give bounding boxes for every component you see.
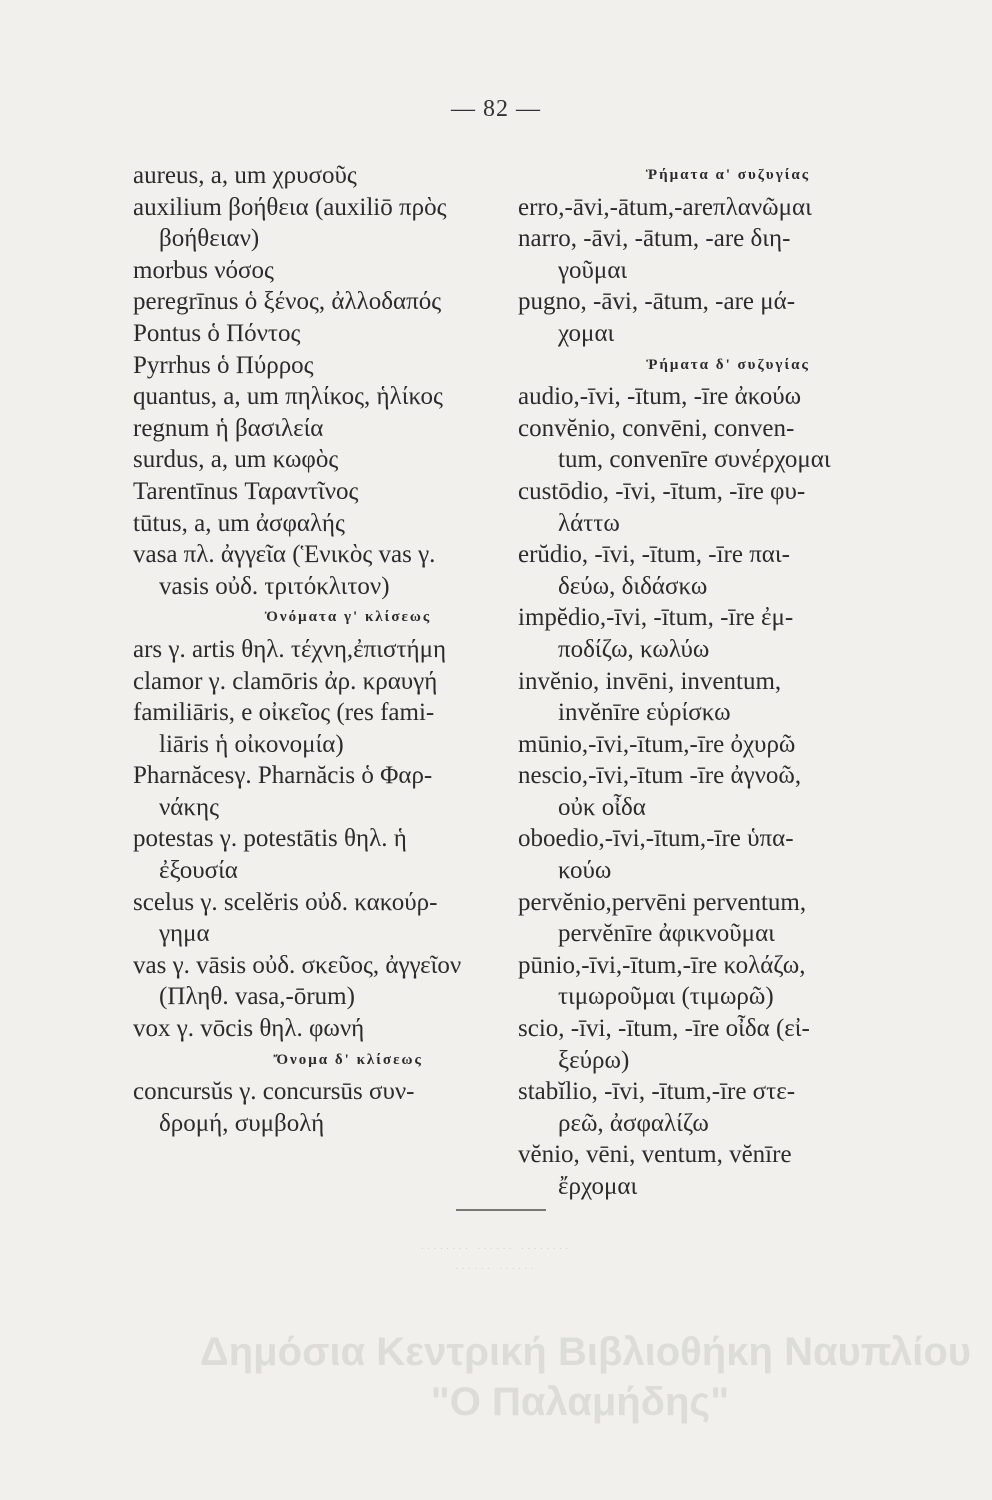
right-entry-line: pervĕnīre ἀφικνοῦμαι — [558, 920, 775, 948]
right-section-heading: Ῥήματα δ' συζυγίας — [646, 356, 810, 373]
right-entry-line: invĕnio, invēni, inventum, — [518, 667, 782, 695]
faint-footer-text: ········ ······ ········ — [420, 1243, 572, 1254]
left-entry-line: Pharnăcesγ. Pharnăcis ὁ Φαρ- — [133, 762, 433, 790]
left-section-heading: Ὀνόματα γ' κλίσεως — [264, 609, 432, 626]
left-section-heading: Ὄνομα δ' κλίσεως — [273, 1051, 423, 1068]
right-entry-line: τιμωροῦμαι (τιμωρῶ) — [558, 983, 774, 1011]
left-entry-line: Pyrrhus ὁ Πύρρος — [133, 351, 314, 379]
left-entry-line: νάκης — [159, 793, 219, 821]
right-entry-line: pervĕnio,pervēni perventum, — [518, 888, 807, 916]
page-number: — 82 — — [451, 96, 541, 122]
left-entry-line: βοήθειαν) — [159, 225, 260, 253]
left-entry-line: δρομή, συμβολή — [159, 1109, 325, 1137]
left-entry-line: scelus γ. scelĕris οὐδ. κακούρ- — [133, 888, 438, 916]
left-entry-line: vox γ. vōcis θηλ. φωνή — [133, 1015, 365, 1043]
right-section-heading: Ῥήματα α' συζυγίας — [645, 167, 811, 183]
right-entry-line: impĕdio,-īvi, -ītum, -īre ἐμ- — [518, 604, 794, 632]
right-entry-line: pugno, -āvi, -ātum, -are μά- — [518, 288, 796, 316]
left-entry-line: vasa πλ. ἀγγεῖα (Ἑνικὸς vas γ. — [133, 541, 436, 569]
right-entry-line: oboedio,-īvi,-ītum,-īre ὑπα- — [518, 825, 794, 853]
right-entry-line: κούω — [558, 857, 612, 885]
right-entry-line: nescio,-īvi,-ītum -īre ἀγνοῶ, — [518, 762, 802, 790]
left-entry-line: Pontus ὁ Πόντος — [133, 319, 301, 347]
left-entry-line: (Πληθ. vasa,-ōrum) — [159, 983, 355, 1011]
right-entry-line: οὐκ οἶδα — [558, 793, 646, 821]
right-entry-line: custōdio, -īvi, -ītum, -īre φυ- — [518, 477, 806, 505]
right-entry-line: narro, -āvi, -ātum, -are διη- — [518, 225, 791, 253]
divider-rule — [456, 1209, 546, 1211]
right-entry-line: ποδίζω, κωλύω — [558, 635, 710, 663]
left-entry-line: γημα — [159, 920, 210, 948]
faint-footer-text-2: ······ ······ — [455, 1263, 537, 1274]
right-entry-line: ξεύρω) — [558, 1046, 630, 1074]
left-entry-line: liāris ἡ οἰκονομία) — [159, 730, 344, 758]
right-entry-line: vĕnio, vēni, ventum, vĕnīre — [518, 1141, 792, 1169]
left-entry-line: ars γ. artis θηλ. τέχνη,ἐπιστήμη — [133, 635, 447, 663]
library-watermark-line-1: Δημόσια Κεντρική Βιβλιοθήκη Ναυπλίου — [200, 1330, 972, 1374]
left-entry-line: vas γ. vāsis οὐδ. σκεῦος, ἀγγεῖον — [133, 951, 462, 979]
left-entry-line: vasis οὐδ. τριτόκλιτον) — [159, 572, 390, 600]
left-entry-line: morbus νόσος — [133, 256, 274, 284]
right-entry-line: audio,-īvi, -ītum, -īre ἀκούω — [518, 383, 802, 411]
left-entry-line: auxilium βοήθεια (auxiliō πρὸς — [133, 193, 447, 221]
right-entry-line: erŭdio, -īvi, -ītum, -īre παι- — [518, 541, 790, 569]
left-entry-line: surdus, a, um κωφὸς — [133, 446, 339, 474]
right-entry-line: mūnio,-īvi,-ītum,-īre ὀχυρῶ — [518, 730, 796, 758]
left-entry-line: clamor γ. clamōris ἀρ. κραυγή — [133, 667, 438, 695]
right-entry-line: χομαι — [558, 319, 615, 347]
left-column — [133, 160, 523, 1139]
right-column — [518, 160, 898, 1203]
left-entry-line: concursŭs γ. concursūs συν- — [133, 1078, 415, 1106]
left-entry-line: tūtus, a, um ἀσφαλής — [133, 509, 345, 537]
left-entry-line: familiāris, e οἰκεῖος (res fami- — [133, 699, 435, 727]
right-entry-line: scio, -īvi, -ītum, -īre οἶδα (εἰ- — [518, 1015, 810, 1043]
library-watermark-line-2: "Ο Παλαμήδης" — [430, 1380, 730, 1424]
right-entry-line: ἔρχομαι — [558, 1173, 638, 1200]
right-entry-line: stabĭlio, -īvi, -ītum,-īre στε- — [518, 1078, 796, 1106]
right-entry-line: invĕnīre εὑρίσκω — [558, 699, 731, 727]
left-entry-line: ἐξουσία — [159, 857, 238, 885]
right-entry-line: δεύω, διδάσκω — [558, 572, 708, 600]
right-entry-line: tum, convenīre συνέρχομαι — [558, 446, 831, 474]
right-entry-line: λάττω — [558, 509, 620, 537]
right-entry-line: γοῦμαι — [558, 256, 628, 284]
right-entry-line: ρεῶ, ἀσφαλίζω — [558, 1109, 709, 1137]
right-entry-line: erro,-āvi,-ātum,-areπλανῶμαι — [518, 193, 812, 221]
left-entry-line: potestas γ. potestātis θηλ. ἡ — [133, 825, 407, 853]
right-entry-line: pūnio,-īvi,-ītum,-īre κολάζω, — [518, 951, 806, 979]
left-entry-line: quantus, a, um πηλίκος, ἡλίκος — [133, 383, 443, 411]
right-entry-line: convĕnio, convēni, conven- — [518, 414, 795, 442]
left-entry-line: aureus, a, um χρυσοῦς — [133, 162, 357, 189]
left-entry-line: Tarentīnus Ταραντῖνος — [133, 477, 359, 505]
left-entry-line: peregrīnus ὁ ξένος, ἀλλοδαπός — [133, 288, 442, 316]
left-entry-line: regnum ἡ βασιλεία — [133, 414, 324, 442]
